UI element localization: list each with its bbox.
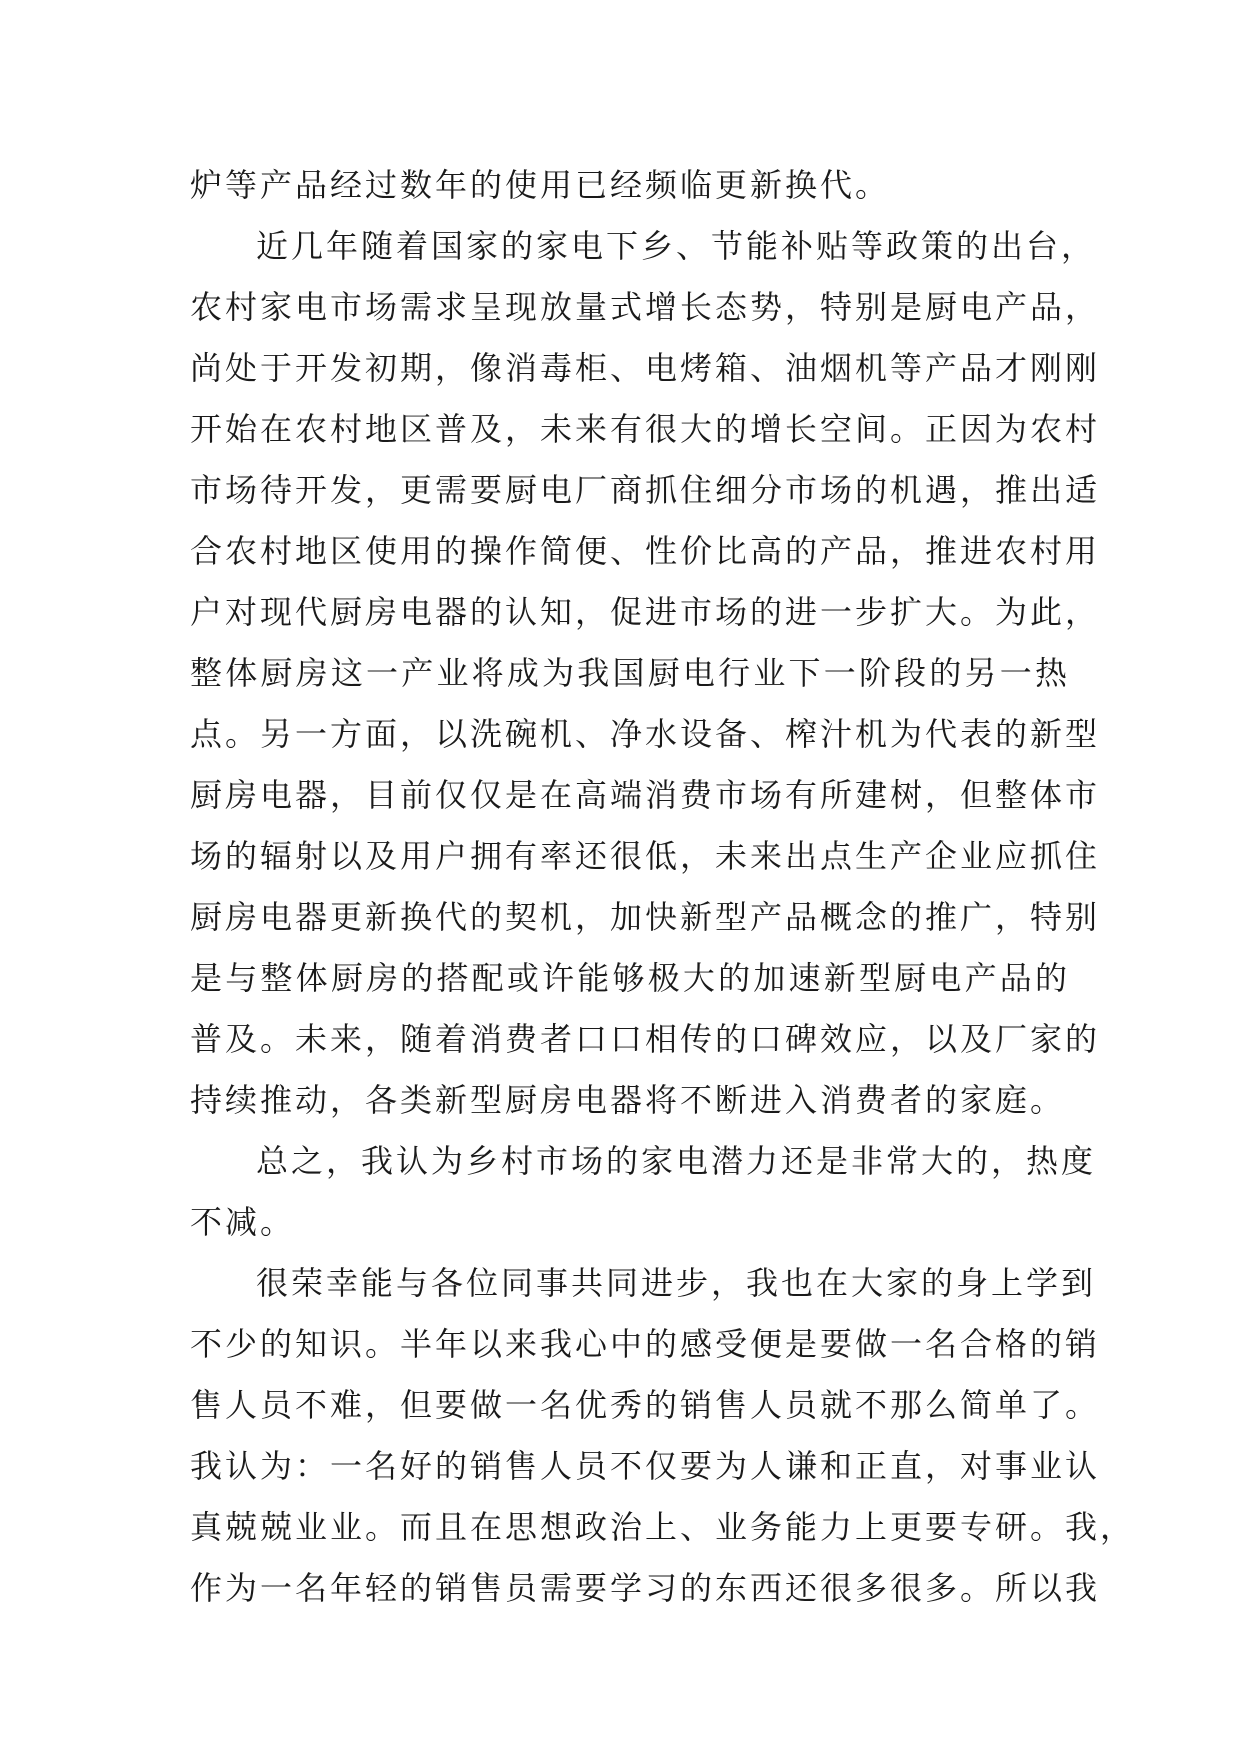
text-line: 近几年随着国家的家电下乡、节能补贴等政策的出台，: [256, 227, 1097, 265]
text-line: 厨房电器更新换代的契机，加快新型产品概念的推广，特别: [190, 898, 1101, 936]
text-line: 我认为：一名好的销售人员不仅要为人谦和正直，对事业认: [190, 1447, 1101, 1485]
text-line: 不减。: [190, 1203, 296, 1241]
document-body: [190, 155, 1136, 1619]
text-line: 持续推动，各类新型厨房电器将不断进入消费者的家庭。: [190, 1081, 1066, 1119]
text-line: 真兢兢业业。而且在思想政治上、业务能力上更要专研。我，: [190, 1508, 1136, 1546]
text-line: 市场待开发，更需要厨电厂商抓住细分市场的机遇，推出适: [190, 471, 1101, 509]
text-line: 普及。未来，随着消费者口口相传的口碑效应，以及厂家的: [190, 1020, 1101, 1058]
text-line: 农村家电市场需求呈现放量式增长态势，特别是厨电产品，: [190, 288, 1101, 326]
text-line: 尚处于开发初期，像消毒柜、电烤箱、油烟机等产品才刚刚: [190, 349, 1101, 387]
text-line: 开始在农村地区普及，未来有很大的增长空间。正因为农村: [190, 410, 1101, 448]
text-line: 厨房电器，目前仅仅是在高端消费市场有所建树，但整体市: [190, 776, 1101, 814]
text-line: 作为一名年轻的销售员需要学习的东西还很多很多。所以我: [190, 1569, 1101, 1607]
text-line: 总之，我认为乡村市场的家电潜力还是非常大的，热度: [256, 1142, 1097, 1180]
text-line: 整体厨房这一产业将成为我国厨电行业下一阶段的另一热: [190, 654, 1070, 692]
text-line: 场的辐射以及用户拥有率还很低，未来出点生产企业应抓住: [190, 837, 1101, 875]
text-line: 不少的知识。半年以来我心中的感受便是要做一名合格的销: [190, 1325, 1101, 1363]
text-line: 是与整体厨房的搭配或许能够极大的加速新型厨电产品的: [190, 959, 1070, 997]
text-line: 合农村地区使用的操作简便、性价比高的产品，推进农村用: [190, 532, 1101, 570]
text-line: 户对现代厨房电器的认知，促进市场的进一步扩大。为此，: [190, 593, 1101, 631]
text-line: 售人员不难，但要做一名优秀的销售人员就不那么简单了。: [190, 1386, 1101, 1424]
text-line: 点。另一方面，以洗碗机、净水设备、榨汁机为代表的新型: [190, 715, 1101, 753]
text-line: 炉等产品经过数年的使用已经频临更新换代。: [190, 166, 891, 204]
text-line: 很荣幸能与各位同事共同进步，我也在大家的身上学到: [256, 1264, 1097, 1302]
